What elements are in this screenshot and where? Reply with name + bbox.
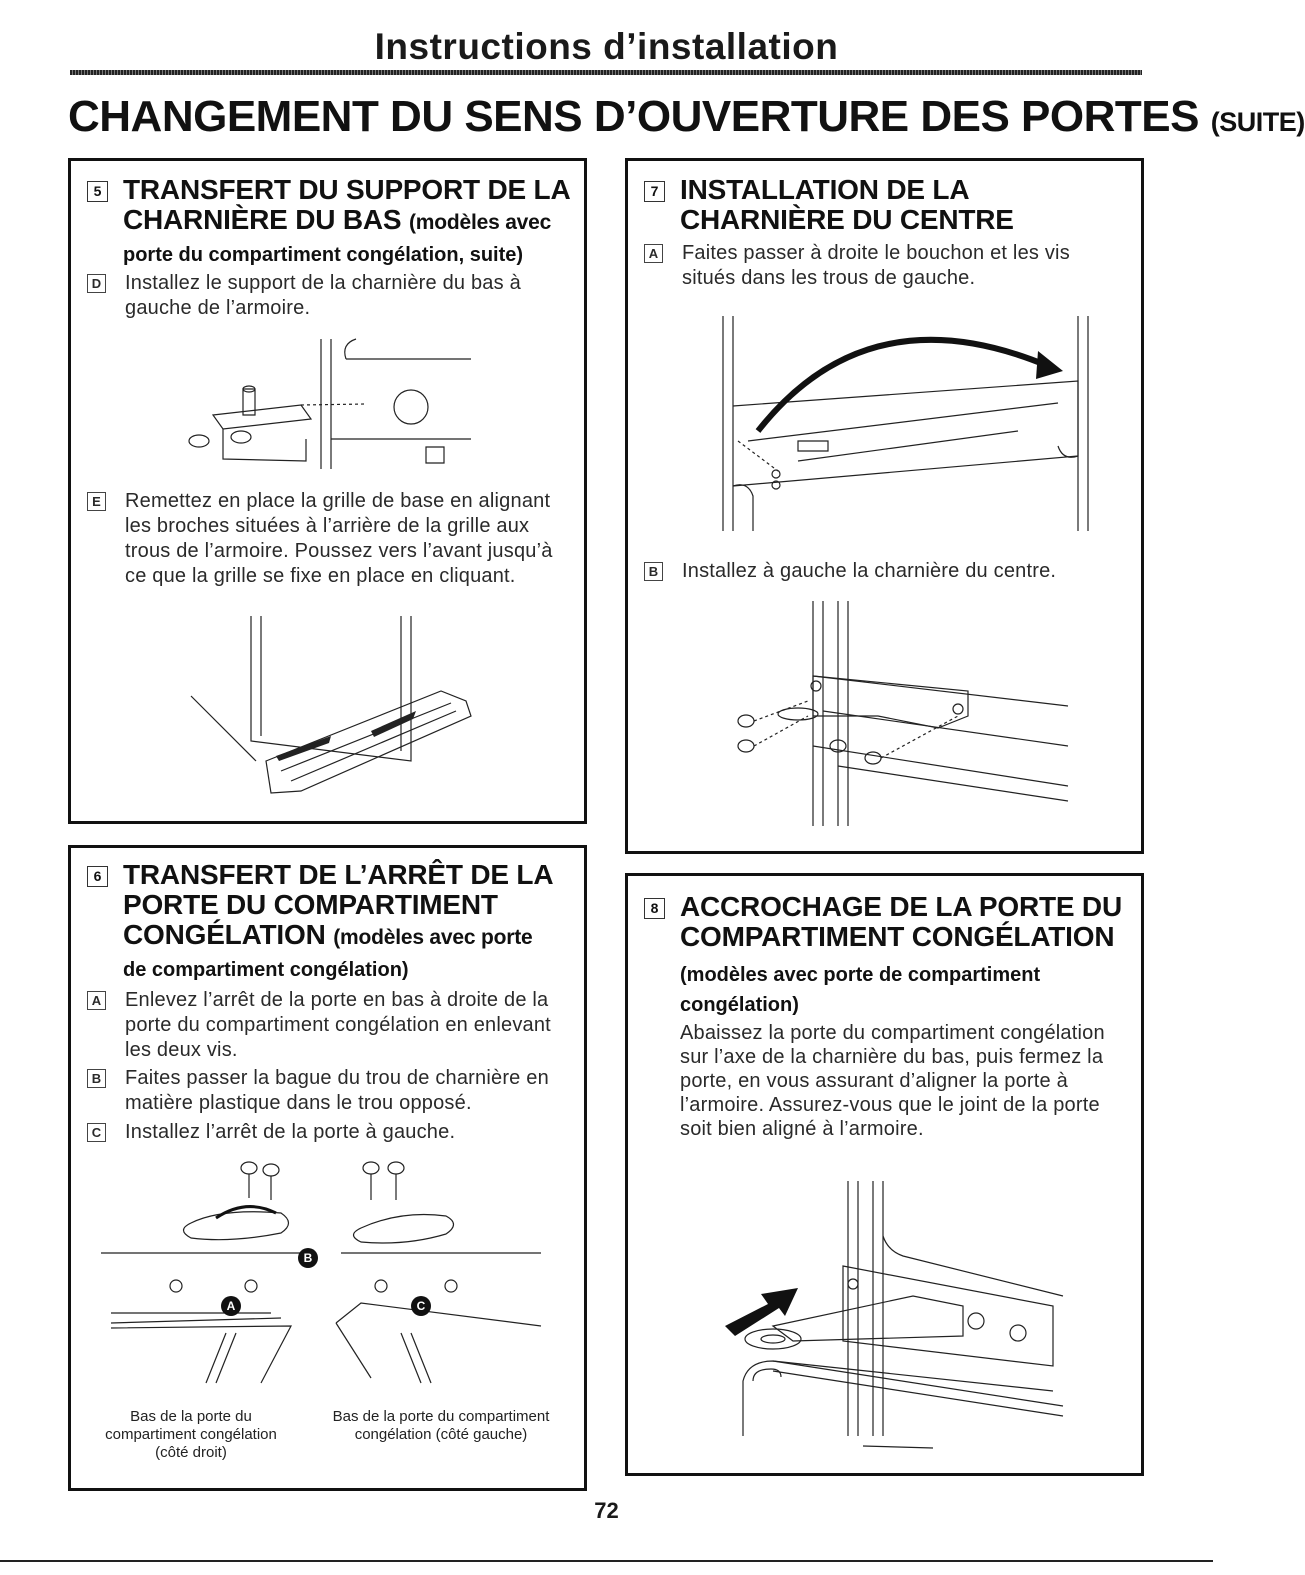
base-grille-illustration xyxy=(181,611,481,806)
section-5-heading xyxy=(87,175,574,268)
section-6-step-b xyxy=(87,1066,572,1116)
step-letter: C xyxy=(87,1123,106,1142)
caption-left-side: Bas de la porte du compartiment congélation (côté gauche) xyxy=(332,1408,550,1443)
section-6-number: 6 xyxy=(87,866,108,887)
section-6-step-c xyxy=(87,1120,572,1145)
step-text: Faites passer la bague du trou de charnière en matière plastique dans le trou opposé. xyxy=(125,1067,549,1114)
step-letter: D xyxy=(87,274,106,293)
step-text: Installez l’arrêt de la porte à gauche. xyxy=(125,1121,456,1143)
center-hinge-plug-illustration xyxy=(718,311,1098,536)
section-7-heading xyxy=(644,175,1131,235)
page-header-title: Instructions d’installation xyxy=(374,26,839,67)
center-hinge-install-illustration xyxy=(728,596,1088,831)
section-7-box xyxy=(625,158,1144,854)
section-5-number: 5 xyxy=(87,181,108,202)
step-letter: A xyxy=(87,991,106,1010)
step-text: Faites passer à droite le bouchon et les vis situés dans les trous de gauche. xyxy=(682,242,1070,289)
section-5-subheading: porte du compartiment congélation, suite) xyxy=(123,244,524,266)
section-7-title: INSTALLATION DE LA CHARNIÈRE DU CENTRE xyxy=(680,174,1014,235)
section-5-box xyxy=(68,158,587,824)
step-letter: A xyxy=(644,244,663,263)
section-6-title: TRANSFERT DE L’ARRÊT DE LA PORTE DU COMPARTIMENT CONGÉLATION xyxy=(123,859,553,950)
section-7-number: 7 xyxy=(644,181,665,202)
section-8-subheading: (modèles avec porte de compartiment congélation) xyxy=(680,964,1041,1016)
main-title xyxy=(68,92,1305,142)
freezer-door-illustration xyxy=(713,1176,1093,1466)
callout-a: A xyxy=(226,1299,236,1313)
step-text: Installez le support de la charnière du bas à gauche de l’armoire. xyxy=(125,272,521,319)
step-text: Installez à gauche la charnière du centre. xyxy=(682,560,1057,582)
section-6-title-small: (modèles avec porte xyxy=(333,926,533,949)
callout-b: B xyxy=(303,1251,313,1265)
main-title-suffix: (SUITE) xyxy=(1210,107,1305,137)
section-6-subheading: de compartiment congélation) xyxy=(123,959,409,981)
step-letter: B xyxy=(644,562,663,581)
bottom-hinge-illustration xyxy=(171,329,491,479)
door-stop-illustration xyxy=(81,1158,571,1393)
section-8-heading xyxy=(644,892,1131,1020)
section-5-step-d xyxy=(87,271,572,321)
bottom-rule xyxy=(0,1560,1213,1562)
section-8-box xyxy=(625,873,1144,1476)
header-rule xyxy=(70,70,1142,75)
section-8-body: Abaissez la porte du compartiment congélation sur l’axe de la charnière du bas, puis fermez la porte, en vous assurant d’aligner la porte à l’armoire. Assurez-vous que le joint de la porte soit bien aligné à l’armoire. xyxy=(680,1022,1105,1140)
step-letter: E xyxy=(87,492,106,511)
step-letter: B xyxy=(87,1069,106,1088)
section-8-number: 8 xyxy=(644,898,665,919)
section-5-title-small: (modèles avec xyxy=(408,211,552,234)
step-text: Remettez en place la grille de base en alignant les broches situées à l’arrière de la grille aux trous de l’armoire. Poussez vers l’avant jusqu’à ce que la grille se fixe en place en cliquant. xyxy=(125,490,553,587)
section-6-heading xyxy=(87,860,574,983)
step-text: Enlevez l’arrêt de la porte en bas à droite de la porte du compartiment congélation en enlevant les deux vis. xyxy=(125,989,551,1061)
callout-c: C xyxy=(416,1299,426,1313)
section-5-title: TRANSFERT DU SUPPORT DE LA CHARNIÈRE DU BAS xyxy=(123,174,570,235)
section-6-box xyxy=(68,845,587,1491)
section-7-step-a xyxy=(644,241,1129,291)
section-8-title: ACCROCHAGE DE LA PORTE DU COMPARTIMENT CONGÉLATION xyxy=(680,891,1122,952)
main-title-text: CHANGEMENT DU SENS D’OUVERTURE DES PORTES xyxy=(68,92,1199,141)
section-5-step-e xyxy=(87,489,572,589)
page-number: 72 xyxy=(594,1498,619,1523)
section-7-step-b xyxy=(644,559,1129,584)
section-6-step-a xyxy=(87,988,572,1063)
caption-right-side: Bas de la porte du compartiment congélation (côté droit) xyxy=(105,1408,277,1461)
